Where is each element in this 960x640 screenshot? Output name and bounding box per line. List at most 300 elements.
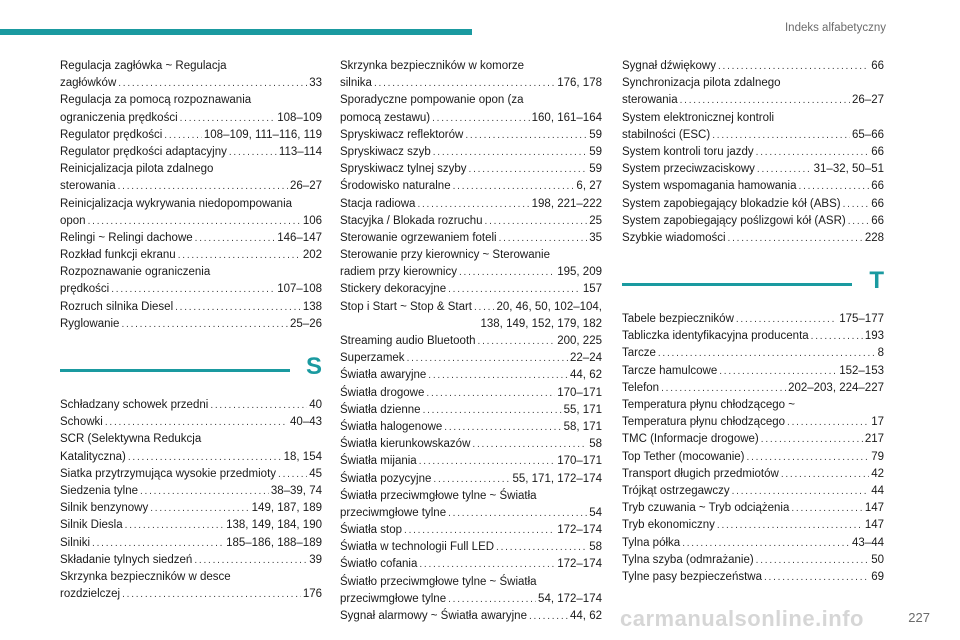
index-entry-term: Relingi ~ Relingi dachowe (60, 231, 193, 244)
dot-leader (444, 419, 561, 436)
index-entry (60, 127, 322, 144)
index-entry (622, 213, 884, 230)
index-page-refs: 217 (864, 433, 884, 446)
index-entry (340, 471, 602, 488)
index-page-refs: 228 (864, 231, 884, 244)
index-page-refs: 198, 221–222 (531, 197, 602, 210)
header-title: Indeks alfabetyczny (784, 22, 886, 34)
index-page-refs-continued: 138, 149, 152, 179, 182 (480, 317, 602, 330)
index-entry (340, 608, 602, 625)
index-entry (622, 449, 884, 466)
index-entry-text: Temperatura płynu chłodzącego ~ (622, 399, 795, 411)
index-page-refs: 54, 172–174 (538, 592, 602, 605)
index-page-refs: 152–153 (839, 364, 884, 377)
index-entry (340, 264, 602, 281)
dot-leader (111, 281, 275, 298)
index-entry-term: Schładzany schowek przedni (60, 399, 209, 411)
dot-leader (92, 535, 224, 552)
index-page-refs: 17 (871, 416, 884, 429)
index-entry-term: Światła dzienne (340, 403, 421, 416)
dot-leader (791, 500, 862, 517)
index-entry-term: sterowania (60, 180, 116, 193)
dot-leader (140, 483, 269, 500)
index-entry (622, 500, 884, 517)
index-page-refs: 200, 225 (557, 335, 602, 347)
index-entry (340, 419, 602, 436)
index-page-refs: 59 (589, 128, 602, 141)
index-page-refs: 108–109 (277, 111, 322, 124)
index-page-refs: 138 (302, 300, 322, 313)
dot-leader (125, 517, 224, 534)
index-page-refs: 66 (871, 145, 884, 158)
index-entry (622, 483, 884, 500)
dot-leader (465, 127, 587, 144)
index-entry-text: Regulacja za pomocą rozpoznawania (60, 94, 252, 107)
index-page-refs: 176 (302, 588, 322, 601)
dot-leader (719, 363, 837, 380)
index-entry (340, 385, 602, 402)
dot-leader (747, 449, 870, 466)
index-entry (340, 556, 602, 573)
index-page-refs: 59 (589, 145, 602, 158)
index-entry (340, 178, 602, 195)
dot-leader (426, 385, 555, 402)
index-page-refs: 106 (302, 214, 322, 227)
index-entry (340, 350, 602, 367)
index-entry-term: Światła stop (340, 524, 403, 537)
dot-leader (529, 608, 568, 625)
index-page-refs: 59 (589, 163, 602, 176)
index-entry-term: Stacja radiowa (340, 197, 416, 210)
dot-leader (787, 414, 869, 431)
index-entry-term: Tabliczka identyfikacyjna producenta (622, 330, 809, 343)
index-entry-term: Transport długich przedmiotów (622, 467, 779, 480)
index-page-refs: 18, 154 (283, 450, 322, 463)
index-entry-text: Skrzynka bezpieczników w komorze (340, 60, 525, 72)
index-page-refs: 43–44 (852, 536, 884, 549)
dot-leader (448, 591, 536, 608)
index-page-refs: 26–27 (290, 180, 322, 193)
index-entry (60, 586, 322, 603)
index-page-refs: 22–24 (570, 352, 602, 365)
dot-leader (496, 539, 587, 556)
index-entry (340, 299, 602, 316)
index-entry (60, 414, 322, 431)
index-entry-term: Tarcze hamulcowe (622, 364, 718, 377)
index-entry-term: Światło cofania (340, 558, 418, 571)
index-page-refs: 55, 171 (563, 403, 602, 416)
index-entry (622, 144, 884, 161)
index-entry (340, 144, 602, 161)
index-page-refs: 35 (589, 231, 602, 244)
index-page-refs: 40 (309, 399, 322, 411)
index-entry-text: Reinicjalizacja wykrywania niedopompowania (60, 197, 293, 210)
index-entry-term: pomocą zestawu) (340, 111, 431, 124)
dot-leader (423, 402, 562, 419)
index-entry (622, 58, 884, 75)
index-entry-term: System przeciwzaciskowy (622, 163, 755, 176)
dot-leader (499, 230, 588, 247)
index-entry-term: Rozruch silnika Diesel (60, 300, 174, 313)
index-page-refs: 175–177 (839, 313, 884, 326)
index-page-refs: 65–66 (852, 128, 884, 141)
index-entry (60, 75, 322, 92)
index-page-refs: 113–114 (278, 145, 322, 158)
dot-leader (164, 127, 202, 144)
dot-leader (799, 178, 870, 195)
index-entry-term: Spryskiwacz szyb (340, 145, 431, 158)
index-entry-term: Stickery dekoracyjne (340, 283, 447, 296)
index-page-refs: 45 (309, 467, 322, 480)
index-page-refs: 108–109, 111–116, 119 (203, 128, 322, 141)
index-entry (340, 281, 602, 298)
index-entry-term: Światła halogenowe (340, 420, 443, 433)
index-entry (60, 213, 322, 230)
dot-leader (717, 517, 863, 534)
index-page-refs: 195, 209 (557, 266, 602, 279)
index-column-2 (340, 58, 602, 625)
index-entry (622, 517, 884, 534)
dot-leader (121, 316, 288, 333)
index-entry (340, 436, 602, 453)
dot-leader (419, 453, 556, 470)
index-entry-term: Światła w technologii Full LED (340, 541, 495, 554)
index-page-refs: 193 (864, 330, 884, 343)
index-page-refs: 25 (589, 214, 602, 227)
index-page-refs: 44 (871, 484, 884, 497)
index-entry-text: Reinicjalizacja pilota zdalnego (60, 163, 214, 176)
index-entry-text: System elektronicznej kontroli (622, 111, 775, 124)
index-page-refs: 42 (871, 467, 884, 480)
dot-leader (210, 397, 307, 414)
index-entry-term: Sygnał dźwiękowy (622, 60, 716, 72)
index-entry (622, 178, 884, 195)
index-page-refs: 66 (871, 60, 884, 72)
index-entry (622, 230, 884, 247)
index-entry (60, 299, 322, 316)
index-page-refs: 149, 187, 189 (251, 502, 322, 515)
index-entry (60, 552, 322, 569)
watermark: carmanualsonline.info (620, 606, 864, 631)
dot-leader (757, 161, 812, 178)
index-entry (340, 505, 602, 522)
index-entry-term: Światła kierunkowskazów (340, 438, 471, 451)
section-letter: T (869, 267, 884, 295)
index-entry-term: Spryskiwacz tylnej szyby (340, 163, 467, 176)
index-entry (60, 144, 322, 161)
index-entry (622, 92, 884, 109)
dot-leader (150, 500, 249, 517)
index-page-refs: 54 (589, 506, 602, 519)
dot-leader (781, 466, 869, 483)
index-entry (60, 178, 322, 195)
index-entry (340, 367, 602, 384)
index-entry-term: Temperatura płynu chłodzącego (622, 416, 786, 429)
index-entry (60, 110, 322, 127)
section-header (60, 349, 322, 389)
index-entry (60, 281, 322, 298)
index-page-refs: 6, 27 (576, 180, 602, 193)
dot-leader (448, 505, 587, 522)
index-entry (60, 397, 322, 414)
index-entry (340, 591, 602, 608)
index-page-refs: 176, 178 (557, 77, 602, 90)
index-entry (622, 196, 884, 213)
index-entry-term: Streaming audio Bluetooth (340, 335, 476, 347)
index-entry-term: Spryskiwacz reflektorów (340, 128, 464, 141)
dot-leader (128, 449, 282, 466)
index-page-refs: 79 (871, 450, 884, 463)
index-entry-term: System kontroli toru jazdy (622, 145, 754, 158)
index-entry (622, 345, 884, 362)
index-entry-term: stabilności (ESC) (622, 128, 711, 141)
dot-leader (469, 161, 588, 178)
index-page-refs: 170–171 (557, 455, 602, 468)
index-entry (340, 539, 602, 556)
index-entry-term: Tarcze (622, 347, 656, 360)
index-entry (60, 500, 322, 517)
index-entry-term: Tabele bezpieczników (622, 313, 734, 326)
dot-leader (118, 178, 288, 195)
section-divider (622, 283, 852, 286)
index-entry-term: rozdzielczej (60, 588, 121, 601)
index-entry (622, 535, 884, 552)
index-entry (622, 380, 884, 397)
index-entry-text: Sporadyczne pompowanie opon (za (340, 94, 524, 107)
dot-leader (680, 92, 850, 109)
index-page-refs: 20, 46, 50, 102–104, (496, 300, 602, 313)
index-entry (622, 552, 884, 569)
dot-leader (485, 213, 588, 230)
dot-leader (122, 586, 301, 603)
index-entry (622, 127, 884, 144)
index-entry-term: Ryglowanie (60, 317, 120, 330)
index-entry-term: Stop i Start ~ Stop & Start (340, 300, 472, 313)
index-entry-term: Silniki (60, 536, 91, 549)
index-page-refs: 172–174 (557, 524, 602, 537)
index-page-refs: 50 (871, 553, 884, 566)
index-entry-term: Tylna półka (622, 536, 681, 549)
index-entry-term: Światła mijania (340, 455, 417, 468)
dot-leader (472, 436, 587, 453)
dot-leader (661, 380, 786, 397)
dot-leader (195, 230, 276, 247)
index-entry-term: Światła pozycyjne (340, 472, 432, 485)
index-page-refs: 26–27 (852, 94, 884, 107)
index-entry-term: opon (60, 214, 86, 227)
index-entry-term: ograniczenia prędkości (60, 111, 178, 124)
index-page-refs: 172–174 (557, 558, 602, 571)
dot-leader (417, 196, 529, 213)
index-page-refs: 202 (302, 249, 322, 262)
dot-leader (658, 345, 876, 362)
index-page-refs: 55, 171, 172–174 (512, 472, 602, 485)
dot-leader (756, 552, 870, 569)
index-entry-term: Regulator prędkości (60, 128, 163, 141)
index-entry-term: TMC (Informacje drogowe) (622, 433, 759, 446)
index-entry-text: Regulacja zagłówka ~ Regulacja (60, 60, 227, 72)
index-entry (60, 449, 322, 466)
index-entry (60, 316, 322, 333)
index-entry-term: Składanie tylnych siedzeń (60, 553, 193, 566)
index-entry-term: Tryb czuwania ~ Tryb odciążenia (622, 502, 790, 515)
index-entry (340, 522, 602, 539)
index-entry (622, 363, 884, 380)
index-entry (340, 161, 602, 178)
index-entry-term: radiem przy kierownicy (340, 266, 457, 279)
index-entry (60, 517, 322, 534)
index-entry-term: silnika (340, 77, 372, 90)
dot-leader (433, 144, 587, 161)
index-entry (622, 311, 884, 328)
index-entry (60, 535, 322, 552)
dot-leader (728, 230, 863, 247)
index-page-refs: 147 (864, 519, 884, 532)
index-entry-text: Światło przeciwmgłowe tylne ~ Światła (340, 575, 537, 588)
index-entry-term: zagłówków (60, 77, 117, 90)
dot-leader (433, 471, 510, 488)
index-entry (340, 453, 602, 470)
index-entry-term: Sterowanie ogrzewaniem foteli (340, 231, 497, 244)
dot-leader (459, 264, 555, 281)
index-entry (340, 127, 602, 144)
index-entry-term: Stacyjka / Blokada rozruchu (340, 214, 483, 227)
dot-leader (736, 311, 837, 328)
index-entry (622, 414, 884, 431)
index-page-refs: 8 (877, 347, 884, 360)
index-page-refs: 66 (871, 180, 884, 193)
index-entry-term: System zapobiegający blokadzie kół (ABS) (622, 197, 841, 210)
index-page-refs: 107–108 (277, 283, 322, 296)
index-column-3 (622, 58, 884, 586)
index-page-refs: 33 (309, 77, 322, 90)
index-entry-term: Schowki (60, 416, 103, 429)
index-page-refs: 39 (309, 553, 322, 566)
dot-leader (229, 144, 277, 161)
index-entry-term: Siatka przytrzymująca wysokie przedmioty (60, 467, 277, 480)
index-entry-term: Tylne pasy bezpieczeństwa (622, 570, 762, 583)
dot-leader (105, 414, 288, 431)
index-entry-text: Rozpoznawanie ograniczenia (60, 266, 211, 279)
index-entry-text: SCR (Selektywna Redukcja (60, 433, 202, 446)
index-page-refs: 138, 149, 184, 190 (226, 519, 322, 532)
index-entry-term: przeciwmgłowe tylne (340, 506, 447, 519)
index-entry (60, 247, 322, 264)
index-page-refs: 44, 62 (570, 610, 602, 622)
index-entry (622, 466, 884, 483)
dot-leader (278, 466, 307, 483)
index-entry-term: Top Tether (mocowanie) (622, 450, 745, 463)
index-entry-text: Synchronizacja pilota zdalnego (622, 77, 781, 90)
dot-leader (474, 299, 494, 316)
index-page-refs: 146–147 (277, 231, 322, 244)
index-page-refs: 58 (589, 541, 602, 554)
index-entry-term: System wspomagania hamowania (622, 180, 797, 193)
index-entry (60, 466, 322, 483)
dot-leader (761, 431, 863, 448)
dot-leader (404, 522, 555, 539)
index-entry-term: Szybkie wiadomości (622, 231, 726, 244)
index-entry (622, 328, 884, 345)
index-column-1 (60, 58, 322, 603)
index-page-refs: 58 (589, 438, 602, 451)
index-entry-term: Superzamek (340, 352, 405, 365)
index-page-refs: 157 (582, 283, 602, 296)
index-entry (622, 431, 884, 448)
dot-leader (843, 196, 870, 213)
dot-leader (194, 552, 307, 569)
index-entry-term: prędkości (60, 283, 110, 296)
index-page-refs: 31–32, 50–51 (813, 163, 884, 176)
index-entry-term: Silnik benzynowy (60, 502, 149, 515)
index-entry (622, 569, 884, 586)
index-entry (340, 75, 602, 92)
dot-leader (374, 75, 555, 92)
index-entry-term: Telefon (622, 381, 660, 394)
dot-leader (682, 535, 850, 552)
index-entry (340, 230, 602, 247)
index-entry (340, 402, 602, 419)
index-page-refs: 69 (871, 570, 884, 583)
index-page-refs: 185–186, 188–189 (226, 536, 322, 549)
index-entry-term: Tylna szyba (odmrażanie) (622, 553, 754, 566)
header-accent-bar (0, 29, 472, 35)
index-entry-term: Tryb ekonomiczny (622, 519, 715, 532)
index-entry-text: Światła przeciwmgłowe tylne ~ Światła (340, 489, 537, 502)
index-entry-term: Sygnał alarmowy ~ Światła awaryjne (340, 610, 527, 622)
index-page-refs: 170–171 (557, 386, 602, 399)
index-entry (340, 196, 602, 213)
dot-leader (428, 367, 568, 384)
dot-leader (764, 569, 869, 586)
index-entry-term: sterowania (622, 94, 678, 107)
index-entry-term: Silnik Diesla (60, 519, 123, 532)
index-entry (60, 230, 322, 247)
dot-leader (432, 110, 530, 127)
index-entry-term: Siedzenia tylne (60, 484, 138, 497)
dot-leader (756, 144, 870, 161)
dot-leader (175, 299, 301, 316)
index-entry (622, 161, 884, 178)
dot-leader (448, 281, 581, 298)
index-entry (60, 483, 322, 500)
index-entry-term: Światła drogowe (340, 386, 425, 399)
dot-leader (453, 178, 575, 195)
section-letter: S (305, 353, 322, 380)
index-entry (340, 333, 602, 350)
index-page-refs: 25–26 (290, 317, 322, 330)
index-entry-term: Rozkład funkcji ekranu (60, 249, 176, 262)
index-entry (340, 213, 602, 230)
index-page-refs: 147 (864, 502, 884, 515)
dot-leader (180, 110, 276, 127)
dot-leader (419, 556, 555, 573)
index-entry-text: Sterowanie przy kierownicy ~ Sterowanie (340, 249, 550, 262)
dot-leader (848, 213, 869, 230)
index-page-refs: 66 (871, 197, 884, 210)
dot-leader (811, 328, 863, 345)
dot-leader (88, 213, 301, 230)
dot-leader (732, 483, 870, 500)
index-page-refs: 38–39, 74 (270, 484, 322, 497)
index-entry-term: Trójkąt ostrzegawczy (622, 484, 730, 497)
index-page-refs: 58, 171 (563, 420, 602, 433)
dot-leader (407, 350, 568, 367)
index-page-refs: 202–203, 224–227 (788, 381, 884, 394)
index-entry-term: przeciwmgłowe tylne (340, 592, 447, 605)
dot-leader (118, 75, 307, 92)
index-entry-term: Środowisko naturalne (340, 180, 451, 193)
